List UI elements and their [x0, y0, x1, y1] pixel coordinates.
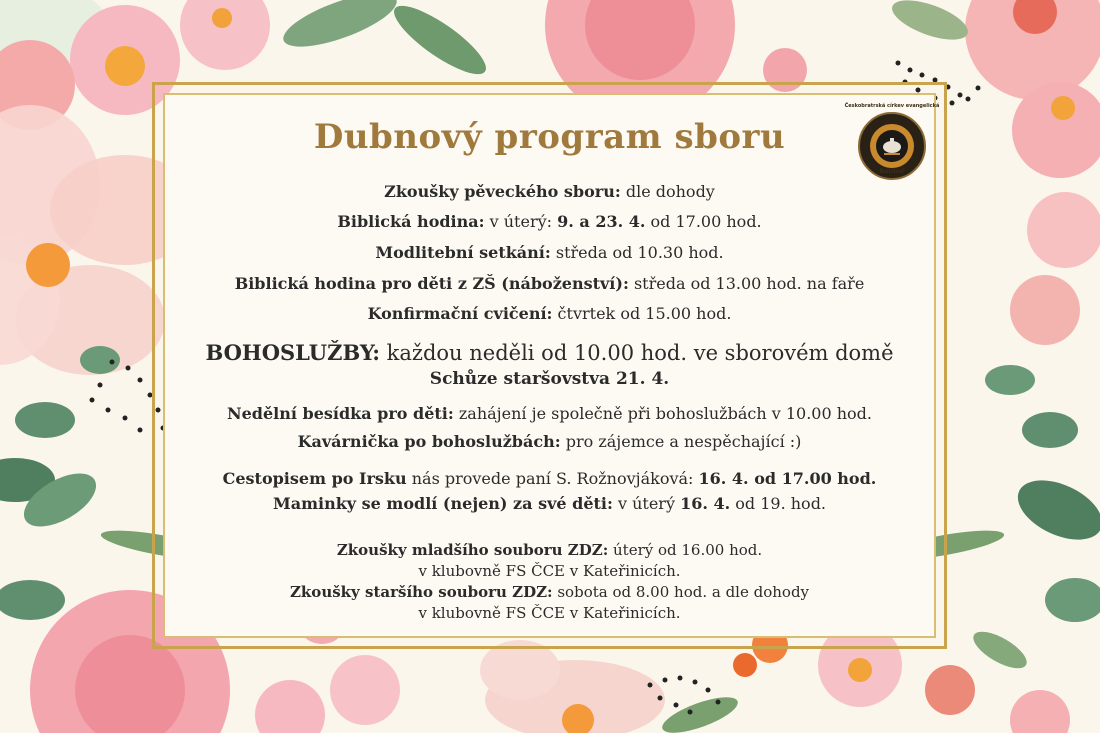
page-title: Dubnový program sboru	[313, 117, 786, 157]
program-line-bible-hour: Biblická hodina: v úterý: 9. a 23. 4. od 17.00 hod.	[337, 212, 762, 231]
program-line-sunday-school: Nedělní besídka pro děti: zahájení je společně při bohoslužbách v 10.00 hod.	[226, 404, 873, 423]
program-line-young-ensemble: Zkoušky mladšího souboru ZDZ: úterý od 16.00 hod.	[336, 541, 763, 559]
program-line-cafe: Kavárnička po bohoslužbách: pro zájemce a nespěchající :)	[297, 432, 802, 451]
program-line-services: BOHOSLUŽBY: každou neděli od 10.00 hod. ve sborovém domě	[205, 340, 894, 365]
program-line-prayer: Modlitební setkání: středa od 10.30 hod.	[375, 243, 724, 262]
program-line-choir: Zkoušky pěveckého sboru: dle dohody	[384, 182, 715, 201]
program-line-young-venue: v klubovně FS ČCE v Kateřinicích.	[418, 562, 681, 580]
program-content	[163, 93, 936, 638]
logo-ring-text: Českobratrská církev evangelická	[844, 103, 940, 109]
program-line-elders: Schůze staršovstva 21. 4.	[429, 369, 670, 389]
program-line-mothers-prayer: Maminky se modlí (nejen) za své děti: v úterý 16. 4. od 19. hod.	[272, 494, 827, 513]
logo-place: Ratiboř	[879, 168, 905, 175]
program-line-senior-venue: v klubovně FS ČCE v Kateřinicích.	[418, 604, 681, 622]
program-line-confirmation: Konfirmační cvičení: čtvrtek od 15.00 hod.	[367, 304, 732, 323]
program-line-children-bible: Biblická hodina pro děti z ZŠ (náboženství): středa od 13.00 hod. na faře	[234, 274, 865, 293]
program-line-travelogue: Cestopisem po Irsku nás provede paní S. Rožnovjáková: 16. 4. od 17.00 hod.	[222, 469, 877, 488]
program-line-senior-ensemble: Zkoušky staršího souboru ZDZ: sobota od 8.00 hod. a dle dohody	[289, 583, 810, 601]
